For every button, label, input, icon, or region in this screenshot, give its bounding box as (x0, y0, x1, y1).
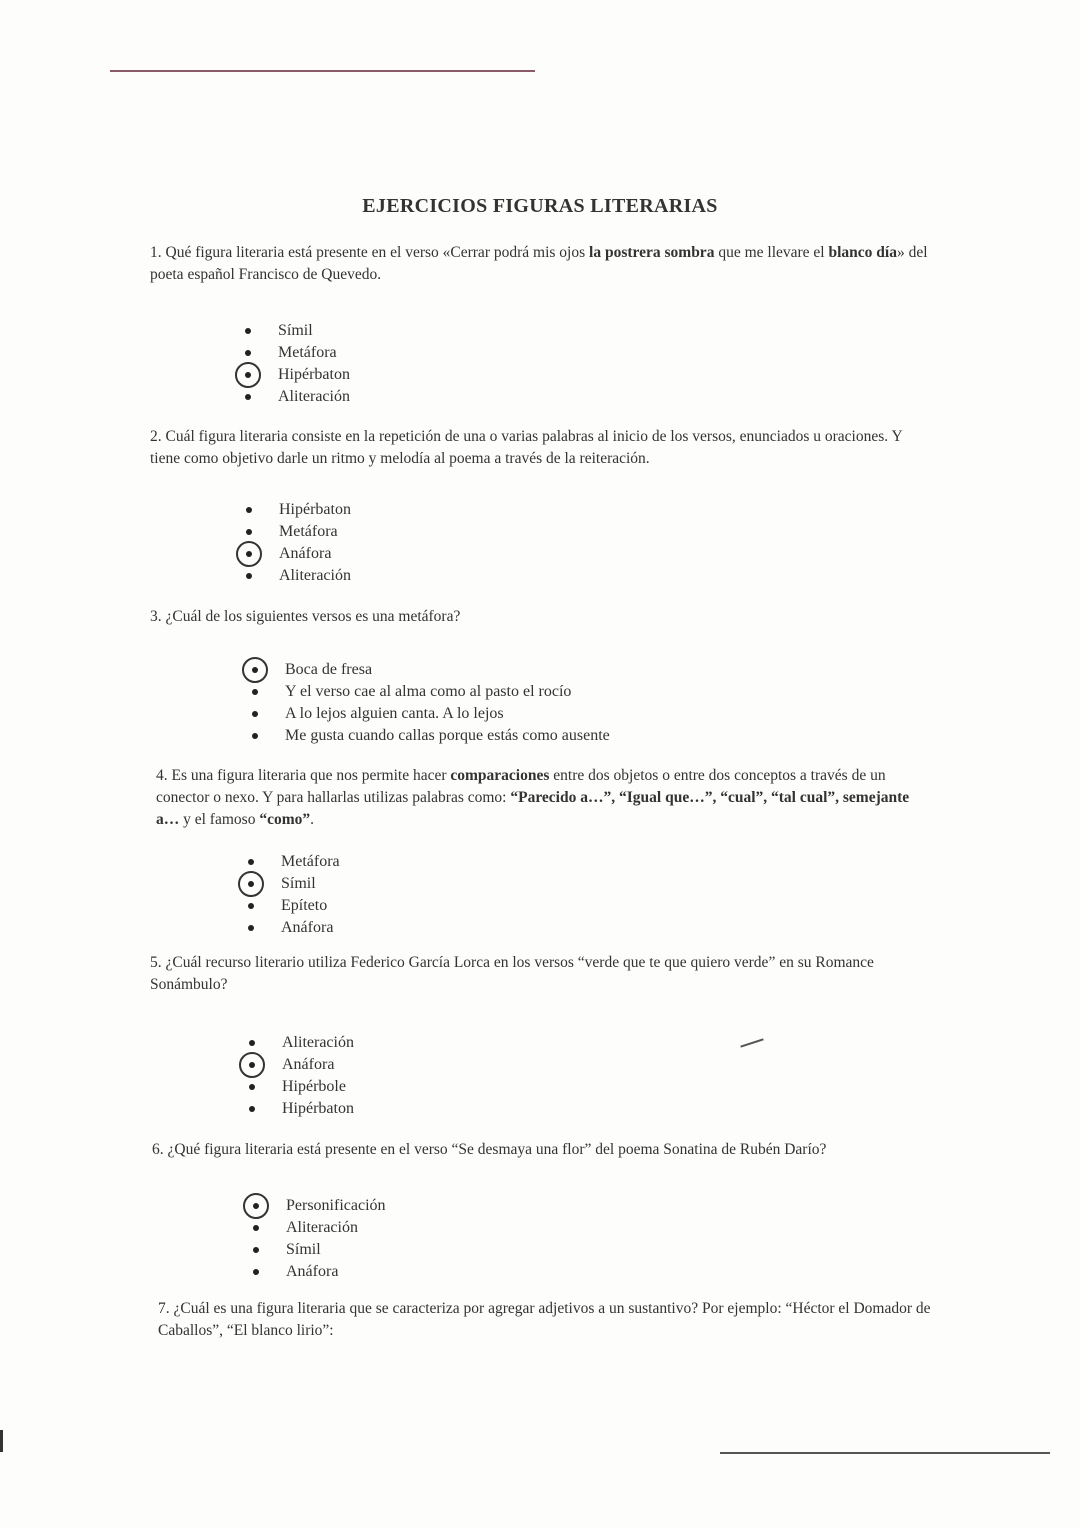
option[interactable]: Hipérbaton (244, 1098, 354, 1120)
option[interactable]: Anáfora (248, 1261, 386, 1283)
option[interactable]: Me gusta cuando callas porque estás como ausente (247, 725, 610, 747)
option[interactable]: Hipérbaton (241, 499, 351, 521)
options-2 (241, 499, 351, 587)
option[interactable]: Metáfora (240, 342, 350, 364)
scan-edge-mark (0, 1430, 3, 1452)
pen-stroke (740, 1038, 763, 1047)
option-selected[interactable]: Boca de fresa (247, 659, 610, 681)
bullet-icon (246, 507, 252, 513)
question-2: 2. Cuál figura literaria consiste en la repetición de una o varias palabras al inicio de los versos, enunciados u oraciones. Y tiene como objetivo darle un ritmo y melodía al poema a través de la reiteración. (150, 428, 903, 467)
top-rule (110, 70, 535, 72)
option-selected[interactable]: Hipérbaton (240, 364, 350, 386)
option[interactable]: Anáfora (243, 917, 340, 939)
option[interactable]: Metáfora (241, 521, 351, 543)
bullet-icon (246, 573, 252, 579)
question-6: 6. ¿Qué figura literaria está presente en el verso “Se desmaya una flor” del poema Sonatina de Rubén Darío? (152, 1141, 827, 1158)
option[interactable]: A lo lejos alguien canta. A lo lejos (247, 703, 610, 725)
bullet-icon (252, 733, 258, 739)
options-3 (247, 659, 610, 747)
bullet-icon (252, 711, 258, 717)
bullet-icon (249, 1040, 255, 1046)
bottom-rule (720, 1452, 1050, 1454)
question-1: 1. Qué figura literaria está presente en el verso «Cerrar podrá mis ojos la postrera sombra que me llevare el blanco día» del poeta español Francisco de Quevedo. (150, 244, 928, 283)
bullet-icon (253, 1225, 259, 1231)
bullet-icon (245, 372, 251, 378)
bullet-icon (249, 1062, 255, 1068)
bullet-icon (248, 903, 254, 909)
bullet-icon (248, 881, 254, 887)
question-5: 5. ¿Cuál recurso literario utiliza Federico García Lorca en los versos “verde que te que quiero verde” en su Romance Sonámbulo? (150, 954, 874, 993)
question-7: 7. ¿Cuál es una figura literaria que se caracteriza por agregar adjetivos a un sustantivo? Por ejemplo: “Héctor el Domador de Caballos”, “El blanco lirio”: (158, 1300, 931, 1339)
option[interactable]: Y el verso cae al alma como al pasto el rocío (247, 681, 610, 703)
option[interactable]: Símil (248, 1239, 386, 1261)
options-1 (240, 320, 350, 408)
options-4 (243, 851, 340, 939)
bullet-icon (253, 1203, 259, 1209)
bullet-icon (252, 689, 258, 695)
option-selected[interactable]: Anáfora (244, 1054, 354, 1076)
bullet-icon (249, 1084, 255, 1090)
question-3: 3. ¿Cuál de los siguientes versos es una metáfora? (150, 608, 461, 625)
option[interactable]: Hipérbole (244, 1076, 354, 1098)
option-selected[interactable]: Anáfora (241, 543, 351, 565)
bullet-icon (248, 925, 254, 931)
bullet-icon (246, 551, 252, 557)
bullet-icon (253, 1269, 259, 1275)
bullet-icon (249, 1106, 255, 1112)
page-title: EJERCICIOS FIGURAS LITERARIAS (362, 195, 718, 217)
bullet-icon (245, 350, 251, 356)
option[interactable]: Aliteración (244, 1032, 354, 1054)
option[interactable]: Aliteración (248, 1217, 386, 1239)
option[interactable]: Epíteto (243, 895, 340, 917)
option[interactable]: Aliteración (241, 565, 351, 587)
bullet-icon (245, 394, 251, 400)
option-selected[interactable]: Símil (243, 873, 340, 895)
bullet-icon (246, 529, 252, 535)
option[interactable]: Metáfora (243, 851, 340, 873)
options-6 (248, 1195, 386, 1283)
option-selected[interactable]: Personificación (248, 1195, 386, 1217)
option[interactable]: Aliteración (240, 386, 350, 408)
bullet-icon (253, 1247, 259, 1253)
bullet-icon (248, 859, 254, 865)
option[interactable]: Símil (240, 320, 350, 342)
bullet-icon (245, 328, 251, 334)
bullet-icon (252, 667, 258, 673)
question-4: 4. Es una figura literaria que nos permite hacer comparaciones entre dos objetos o entre dos conceptos a través de un conector o nexo. Y para hallarlas utilizas palabras como: “Parecido a…”, “Igual que…”, “cual”, “tal cual”, semejante a… y el famoso “como”. (156, 767, 910, 828)
options-5 (244, 1032, 354, 1120)
